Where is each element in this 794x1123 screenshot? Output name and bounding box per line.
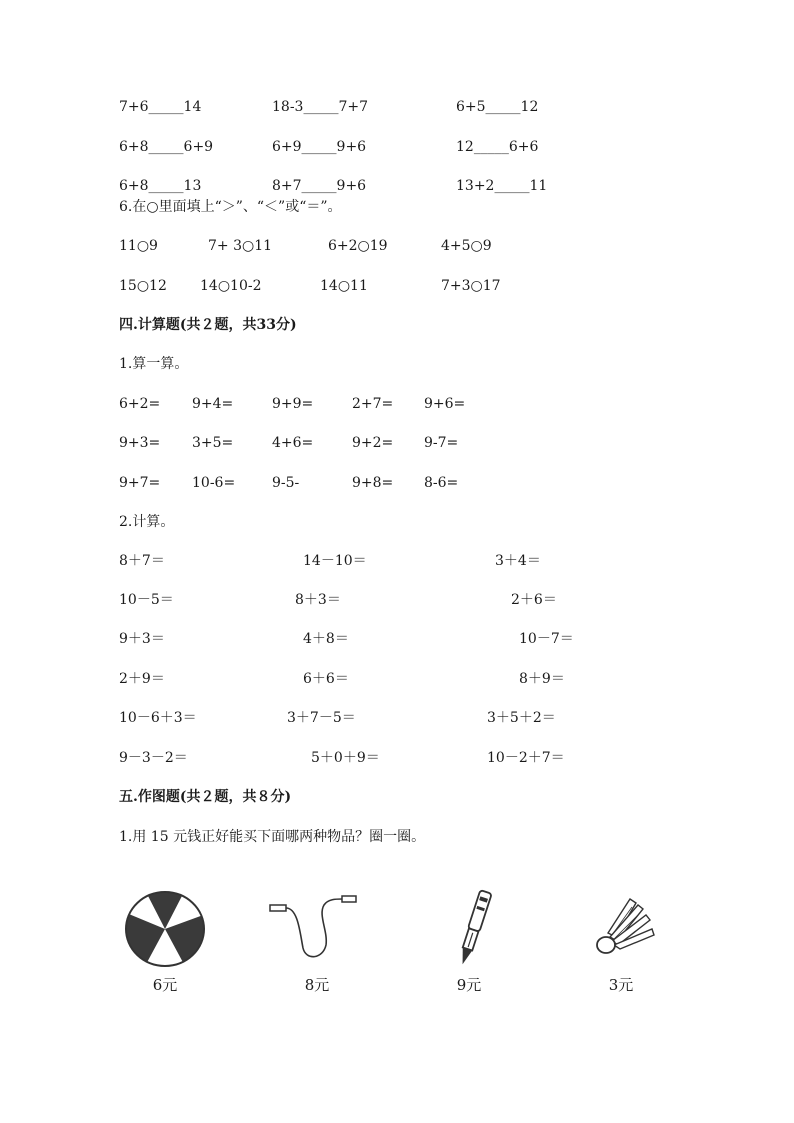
problem: 9+8= (352, 475, 394, 491)
problem: 9-7= (424, 435, 459, 451)
problem: 10－7＝ (519, 631, 574, 647)
shuttlecock-icon[interactable] (590, 895, 662, 959)
problem: 9+2= (352, 435, 394, 451)
problem: 9－3－2＝ (119, 750, 188, 766)
question-title: 1.用 15 元钱正好能买下面哪两种物品？圈一圈。 (119, 829, 426, 845)
problem: 8＋3＝ (295, 592, 341, 608)
ball-icon[interactable] (124, 890, 206, 968)
compare-item: 7+ 3○11 (208, 238, 273, 254)
problem: 9+9= (272, 396, 314, 412)
problem: 10－6＋3＝ (119, 710, 197, 726)
compare-item: 4+5○9 (441, 238, 492, 254)
compare-item: 15○12 (119, 278, 167, 294)
compare-item: 18-3_____7+7 (272, 99, 368, 115)
problem: 14－10＝ (303, 553, 367, 569)
problem: 6＋6＝ (303, 671, 349, 687)
compare-item: 7+6_____14 (119, 99, 202, 115)
problem: 10-6= (192, 475, 236, 491)
problem: 10－2＋7＝ (487, 750, 565, 766)
compare-item: 6+8_____13 (119, 178, 202, 194)
problem: 10－5＝ (119, 592, 174, 608)
compare-item: 11○9 (119, 238, 158, 254)
problem: 2＋6＝ (511, 592, 557, 608)
problem: 6+2= (119, 396, 161, 412)
compare-item: 13+2_____11 (456, 178, 548, 194)
compare-item: 14○11 (320, 278, 368, 294)
compare-item: 7+3○17 (441, 278, 501, 294)
pen-icon[interactable] (454, 888, 494, 970)
problem: 2＋9＝ (119, 671, 165, 687)
problem: 3＋4＝ (495, 553, 541, 569)
problem: 8＋7＝ (119, 553, 165, 569)
section-heading: 五.作图题(共２题，共８分) (119, 789, 292, 805)
problem: 9-5- (272, 475, 300, 491)
problem: 4+6= (272, 435, 314, 451)
compare-item: 12_____6+6 (456, 139, 539, 155)
price-label: 9元 (456, 976, 482, 994)
question-title: 6.在○里面填上“＞”、“＜”或“＝”。 (119, 199, 342, 215)
problem: 4＋8＝ (303, 631, 349, 647)
problem: 9＋3＝ (119, 631, 165, 647)
problem: 2+7= (352, 396, 394, 412)
problem: 8＋9＝ (519, 671, 565, 687)
problem: 3+5= (192, 435, 234, 451)
compare-item: 14○10-2 (200, 278, 262, 294)
question-title: 1.算一算。 (119, 356, 189, 372)
price-label: 3元 (608, 976, 634, 994)
compare-item: 6+5_____12 (456, 99, 539, 115)
price-label: 6元 (152, 976, 178, 994)
jump-rope-icon[interactable] (268, 893, 360, 965)
problem: 9+6= (424, 396, 466, 412)
problem: 5＋0＋9＝ (311, 750, 380, 766)
price-label: 8元 (304, 976, 330, 994)
section-heading: 四.计算题(共２题，共33分) (119, 317, 297, 333)
compare-item: 6+8_____6+9 (119, 139, 214, 155)
problem: 9+4= (192, 396, 234, 412)
compare-item: 8+7_____9+6 (272, 178, 367, 194)
problem: 9+3= (119, 435, 161, 451)
compare-item: 6+2○19 (328, 238, 388, 254)
problem: 3＋5＋2＝ (487, 710, 556, 726)
question-title: 2.计算。 (119, 514, 175, 530)
compare-item: 6+9_____9+6 (272, 139, 367, 155)
problem: 3＋7－5＝ (287, 710, 356, 726)
problem: 9+7= (119, 475, 161, 491)
problem: 8-6= (424, 475, 459, 491)
